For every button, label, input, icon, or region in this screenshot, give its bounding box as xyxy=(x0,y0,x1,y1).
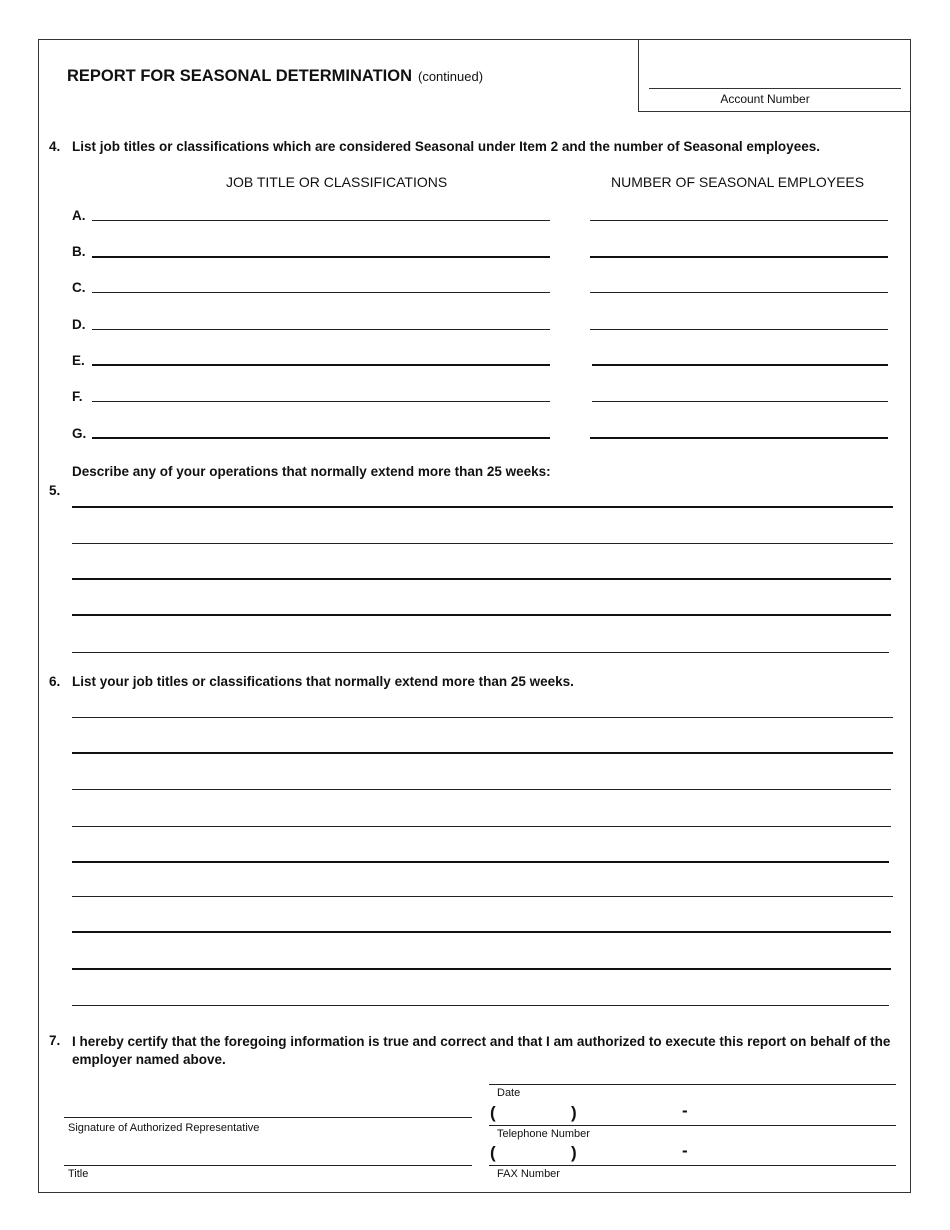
seasonal-count-field-f[interactable] xyxy=(592,401,888,402)
account-number-field[interactable] xyxy=(649,88,901,89)
q6-answer-line-1[interactable] xyxy=(72,717,893,718)
telephone-label: Telephone Number xyxy=(497,1128,590,1140)
date-label: Date xyxy=(497,1087,521,1099)
job-title-field-d[interactable] xyxy=(92,329,550,330)
q6-answer-line-8[interactable] xyxy=(72,968,891,970)
telephone-paren-close: ) xyxy=(571,1103,577,1122)
form-border-bottom xyxy=(38,1192,911,1193)
account-box-divider xyxy=(638,39,639,112)
q5-prompt: Describe any of your operations that normally extend more than 25 weeks: xyxy=(72,464,551,479)
job-title-field-g[interactable] xyxy=(92,437,550,439)
seasonal-count-field-c[interactable] xyxy=(590,292,888,293)
fax-paren-close: ) xyxy=(571,1143,577,1162)
q6-answer-line-3[interactable] xyxy=(72,789,891,790)
title-label: Title xyxy=(68,1168,89,1180)
title-field[interactable] xyxy=(64,1165,472,1166)
q6-answer-line-6[interactable] xyxy=(72,896,893,897)
telephone-paren-open: ( xyxy=(490,1103,496,1122)
q5-answer-line-2[interactable] xyxy=(72,543,893,544)
col-header-job-title: JOB TITLE OR CLASSIFICATIONS xyxy=(226,174,448,190)
telephone-dash: - xyxy=(682,1101,688,1120)
q6-answer-line-4[interactable] xyxy=(72,826,891,827)
q5-number: 5. xyxy=(49,483,61,498)
q4-prompt: List job titles or classifications which are considered Seasonal under Item 2 and the number of Seasonal employees. xyxy=(72,139,820,154)
q5-answer-line-5[interactable] xyxy=(72,652,889,653)
q7-number: 7. xyxy=(49,1033,61,1048)
form-border-left xyxy=(38,39,39,1193)
row-letter-b: B. xyxy=(72,244,86,259)
row-letter-d: D. xyxy=(72,317,86,332)
seasonal-count-field-a[interactable] xyxy=(590,220,888,221)
title-suffix: (continued) xyxy=(418,69,484,84)
account-number-label: Account Number xyxy=(720,92,810,106)
title-text: REPORT FOR SEASONAL DETERMINATION xyxy=(67,67,412,85)
seasonal-count-field-d[interactable] xyxy=(590,329,888,330)
seasonal-count-field-e[interactable] xyxy=(592,364,888,366)
q6-answer-line-5[interactable] xyxy=(72,861,889,863)
q6-answer-line-2[interactable] xyxy=(72,752,893,754)
row-letter-a: A. xyxy=(72,208,86,223)
date-field[interactable] xyxy=(489,1102,896,1126)
q5-answer-line-3[interactable] xyxy=(72,578,891,580)
telephone-field[interactable] xyxy=(489,1125,896,1126)
job-title-field-e[interactable] xyxy=(92,364,550,366)
fax-paren-open: ( xyxy=(490,1143,496,1162)
signature-field[interactable] xyxy=(64,1117,472,1118)
q7-certification-text: I hereby certify that the foregoing information is true and correct and that I am authorized to execute this report on behalf of the employer named above. xyxy=(72,1034,891,1067)
row-letter-e: E. xyxy=(72,353,85,368)
job-title-field-c[interactable] xyxy=(92,292,550,293)
job-title-field-a[interactable] xyxy=(92,220,550,221)
row-letter-g: G. xyxy=(72,426,87,441)
form-border-top xyxy=(38,39,911,40)
job-title-field-f[interactable] xyxy=(92,401,550,402)
q6-number: 6. xyxy=(49,674,61,689)
seasonal-count-field-b[interactable] xyxy=(590,256,888,258)
q6-prompt: List your job titles or classifications that normally extend more than 25 weeks. xyxy=(72,674,574,689)
q5-answer-line-4[interactable] xyxy=(72,614,891,616)
account-box-bottom xyxy=(638,111,911,112)
row-letter-f: F. xyxy=(72,389,83,404)
fax-dash: - xyxy=(682,1141,688,1160)
fax-field[interactable] xyxy=(489,1165,896,1166)
fax-label: FAX Number xyxy=(497,1168,560,1180)
q6-answer-line-7[interactable] xyxy=(72,931,891,933)
fax-field-area[interactable] xyxy=(489,1142,896,1166)
q5-answer-line-1[interactable] xyxy=(72,506,893,508)
q6-answer-line-9[interactable] xyxy=(72,1005,889,1006)
form-border-right xyxy=(910,39,911,1193)
seasonal-count-field-g[interactable] xyxy=(590,437,888,439)
q4-number: 4. xyxy=(49,139,61,154)
row-letter-c: C. xyxy=(72,280,86,295)
col-header-seasonal-count: NUMBER OF SEASONAL EMPLOYEES xyxy=(611,174,865,190)
date-rule-top xyxy=(489,1084,896,1085)
signature-label: Signature of Authorized Representative xyxy=(68,1122,260,1134)
page-title xyxy=(67,67,483,86)
job-title-field-b[interactable] xyxy=(92,256,550,258)
